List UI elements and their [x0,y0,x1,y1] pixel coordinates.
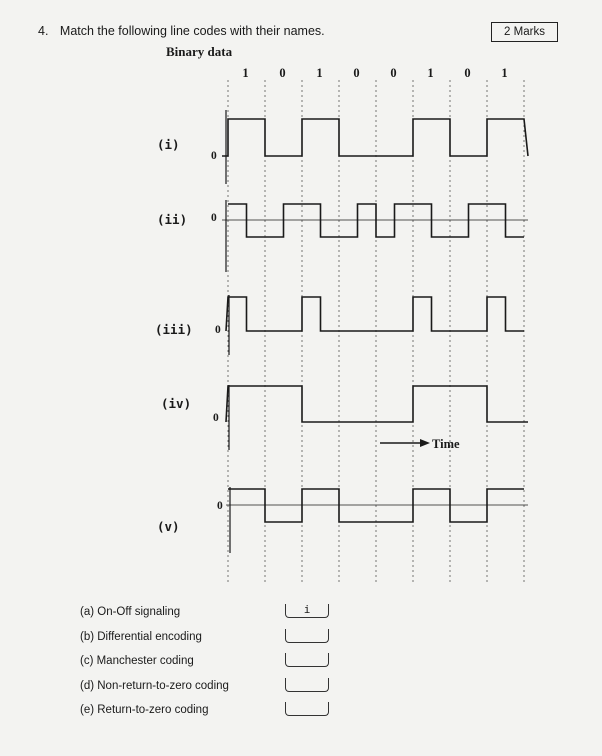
option-row [80,625,280,650]
option-text: (c) Manchester coding [80,655,194,668]
bit-label: 0 [390,66,397,80]
time-arrow-icon [380,439,430,447]
waveform-differential [226,386,528,422]
row-label-v: (v) [157,519,180,534]
option-row [80,600,311,625]
option-text: (d) Non-return-to-zero coding [80,679,229,692]
answer-blank[interactable] [285,629,329,643]
answer-blank[interactable] [285,702,329,716]
option-row [80,674,280,699]
row-label-iv: (iv) [161,396,192,411]
option-row [80,698,280,723]
answer-blank[interactable]: i [285,604,329,618]
answer-blank[interactable] [285,678,329,692]
options-list [80,600,311,723]
bit-label: 0 [279,66,286,80]
zero-level-label: 0 [213,412,219,424]
option-text: (a) On-Off signaling [80,606,181,619]
option-text: (b) Differential encoding [80,630,202,643]
row-label-i: (i) [157,137,180,152]
binary-data-title: Binary data [166,44,233,59]
question-text: Match the following line codes with their names. [59,24,325,38]
option-text: (e) Return-to-zero coding [80,704,209,717]
waveform-on-off [222,119,528,156]
waveform-return-to-zero [226,297,524,331]
zero-level-label: 0 [217,500,223,512]
bit-label: 1 [316,66,323,80]
waveform-traces [222,110,528,553]
question-number: 4. [38,24,49,38]
bit-label: 1 [427,66,434,80]
time-axis-label: Time [432,437,460,451]
answer-blank[interactable] [285,653,329,667]
row-label-iii: (iii) [155,322,193,337]
waveform-manchester [228,204,524,237]
bit-label: 1 [242,66,249,80]
zero-level-label: 0 [211,212,217,224]
zero-level-label: 0 [211,150,217,162]
bit-label: 0 [464,66,471,80]
marks-box: 2 Marks [491,22,558,42]
bit-label: 0 [353,66,360,80]
option-row [80,649,280,674]
bit-label: 1 [501,66,508,80]
row-label-ii: (ii) [157,212,188,227]
zero-level-label: 0 [215,324,221,336]
